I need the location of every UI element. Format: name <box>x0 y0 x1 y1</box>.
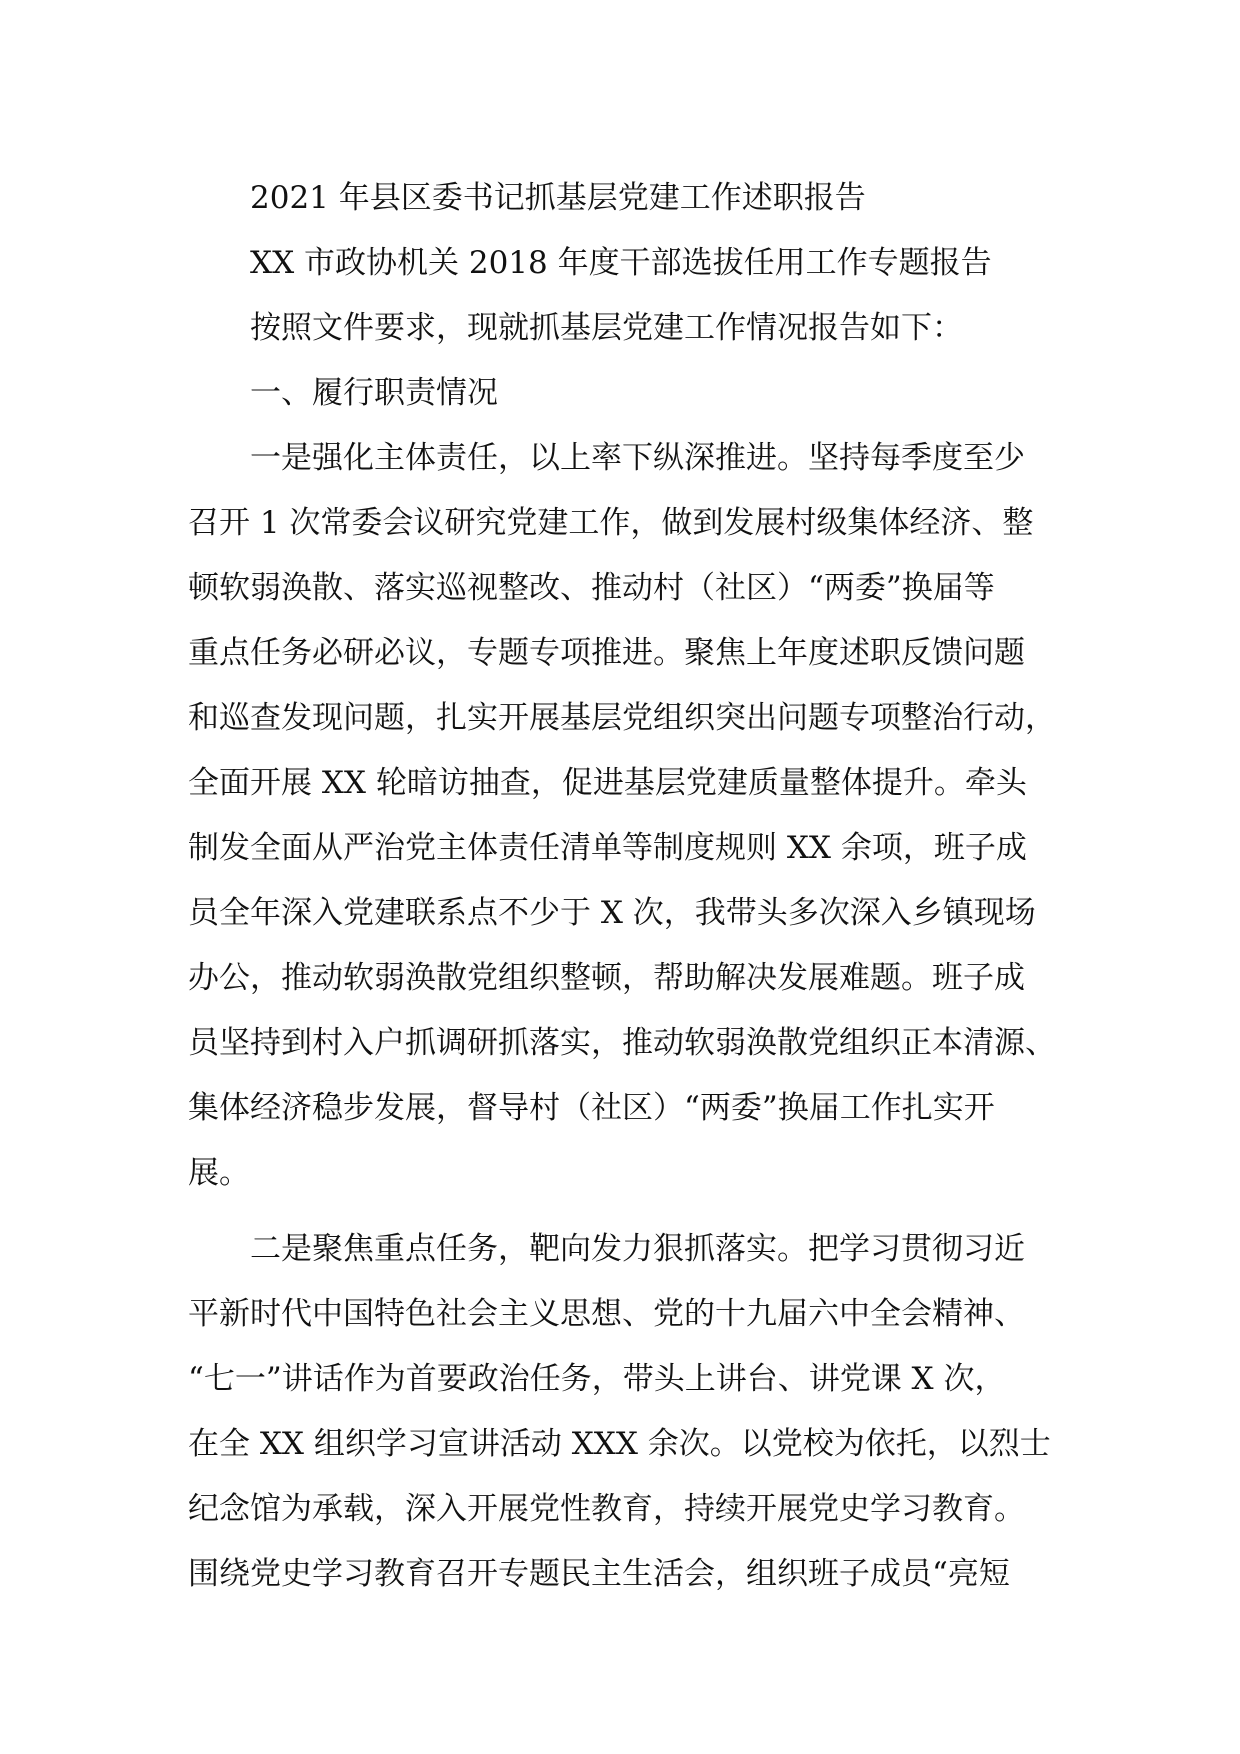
paragraph-line: 展。 <box>188 1155 250 1191</box>
document-subtitle-line: XX 市政协机关 2018 年度干部选拔任用工作专题报告 <box>250 245 992 281</box>
paragraph-gap <box>188 1206 1068 1217</box>
document-page <box>188 166 1068 1607</box>
paragraph-line: 重点任务必研必议，专题专项推进。聚焦上年度述职反馈问题 <box>188 635 1025 671</box>
paragraph-line: 员全年深入党建联系点不少于 X 次，我带头多次深入乡镇现场 <box>188 895 1036 931</box>
paragraph-line: 二是聚焦重点任务，靶向发力狠抓落实。把学习贯彻习近 <box>250 1231 1025 1267</box>
section-heading: 一、履行职责情况 <box>250 375 498 411</box>
paragraph-line: 办公，推动软弱涣散党组织整顿，帮助解决发展难题。班子成 <box>188 960 1025 996</box>
paragraph-line: 召开 1 次常委会议研究党建工作，做到发展村级集体经济、整 <box>188 505 1034 541</box>
paragraph-line: 纪念馆为承载，深入开展党性教育，持续开展党史学习教育。 <box>188 1491 1025 1527</box>
paragraph-line: 集体经济稳步发展，督导村（社区）“两委”换届工作扎实开 <box>188 1090 995 1126</box>
paragraph-line: 员坚持到村入户抓调研抓落实，推动软弱涣散党组织正本清源、 <box>188 1025 1056 1061</box>
document-title-line: 2021 年县区委书记抓基层党建工作述职报告 <box>250 180 866 216</box>
intro-text: 按照文件要求，现就抓基层党建工作情况报告如下： <box>250 310 963 346</box>
paragraph-line: 一是强化主体责任，以上率下纵深推进。坚持每季度至少 <box>250 440 1025 476</box>
paragraph-2 <box>188 1217 1068 1607</box>
paragraph-line: 在全 XX 组织学习宣讲活动 XXX 余次。以党校为依托，以烈士 <box>188 1426 1051 1462</box>
paragraph-line: 围绕党史学习教育召开专题民主生活会，组织班子成员“亮短 <box>188 1556 1010 1592</box>
paragraph-line: 平新时代中国特色社会主义思想、党的十九届六中全会精神、 <box>188 1296 1025 1332</box>
paragraph-line: 和巡查发现问题，扎实开展基层党组织突出问题专项整治行动， <box>188 700 1056 736</box>
paragraph-line: 顿软弱涣散、落实巡视整改、推动村（社区）“两委”换届等 <box>188 570 995 606</box>
paragraph-line: “七一”讲话作为首要政治任务，带头上讲台、讲党课 X 次， <box>188 1361 1006 1397</box>
paragraph-line: 全面开展 XX 轮暗访抽查，促进基层党建质量整体提升。牵头 <box>188 765 1027 801</box>
paragraph-1 <box>188 426 1068 1206</box>
paragraph-line: 制发全面从严治党主体责任清单等制度规则 XX 余项，班子成 <box>188 830 1027 866</box>
